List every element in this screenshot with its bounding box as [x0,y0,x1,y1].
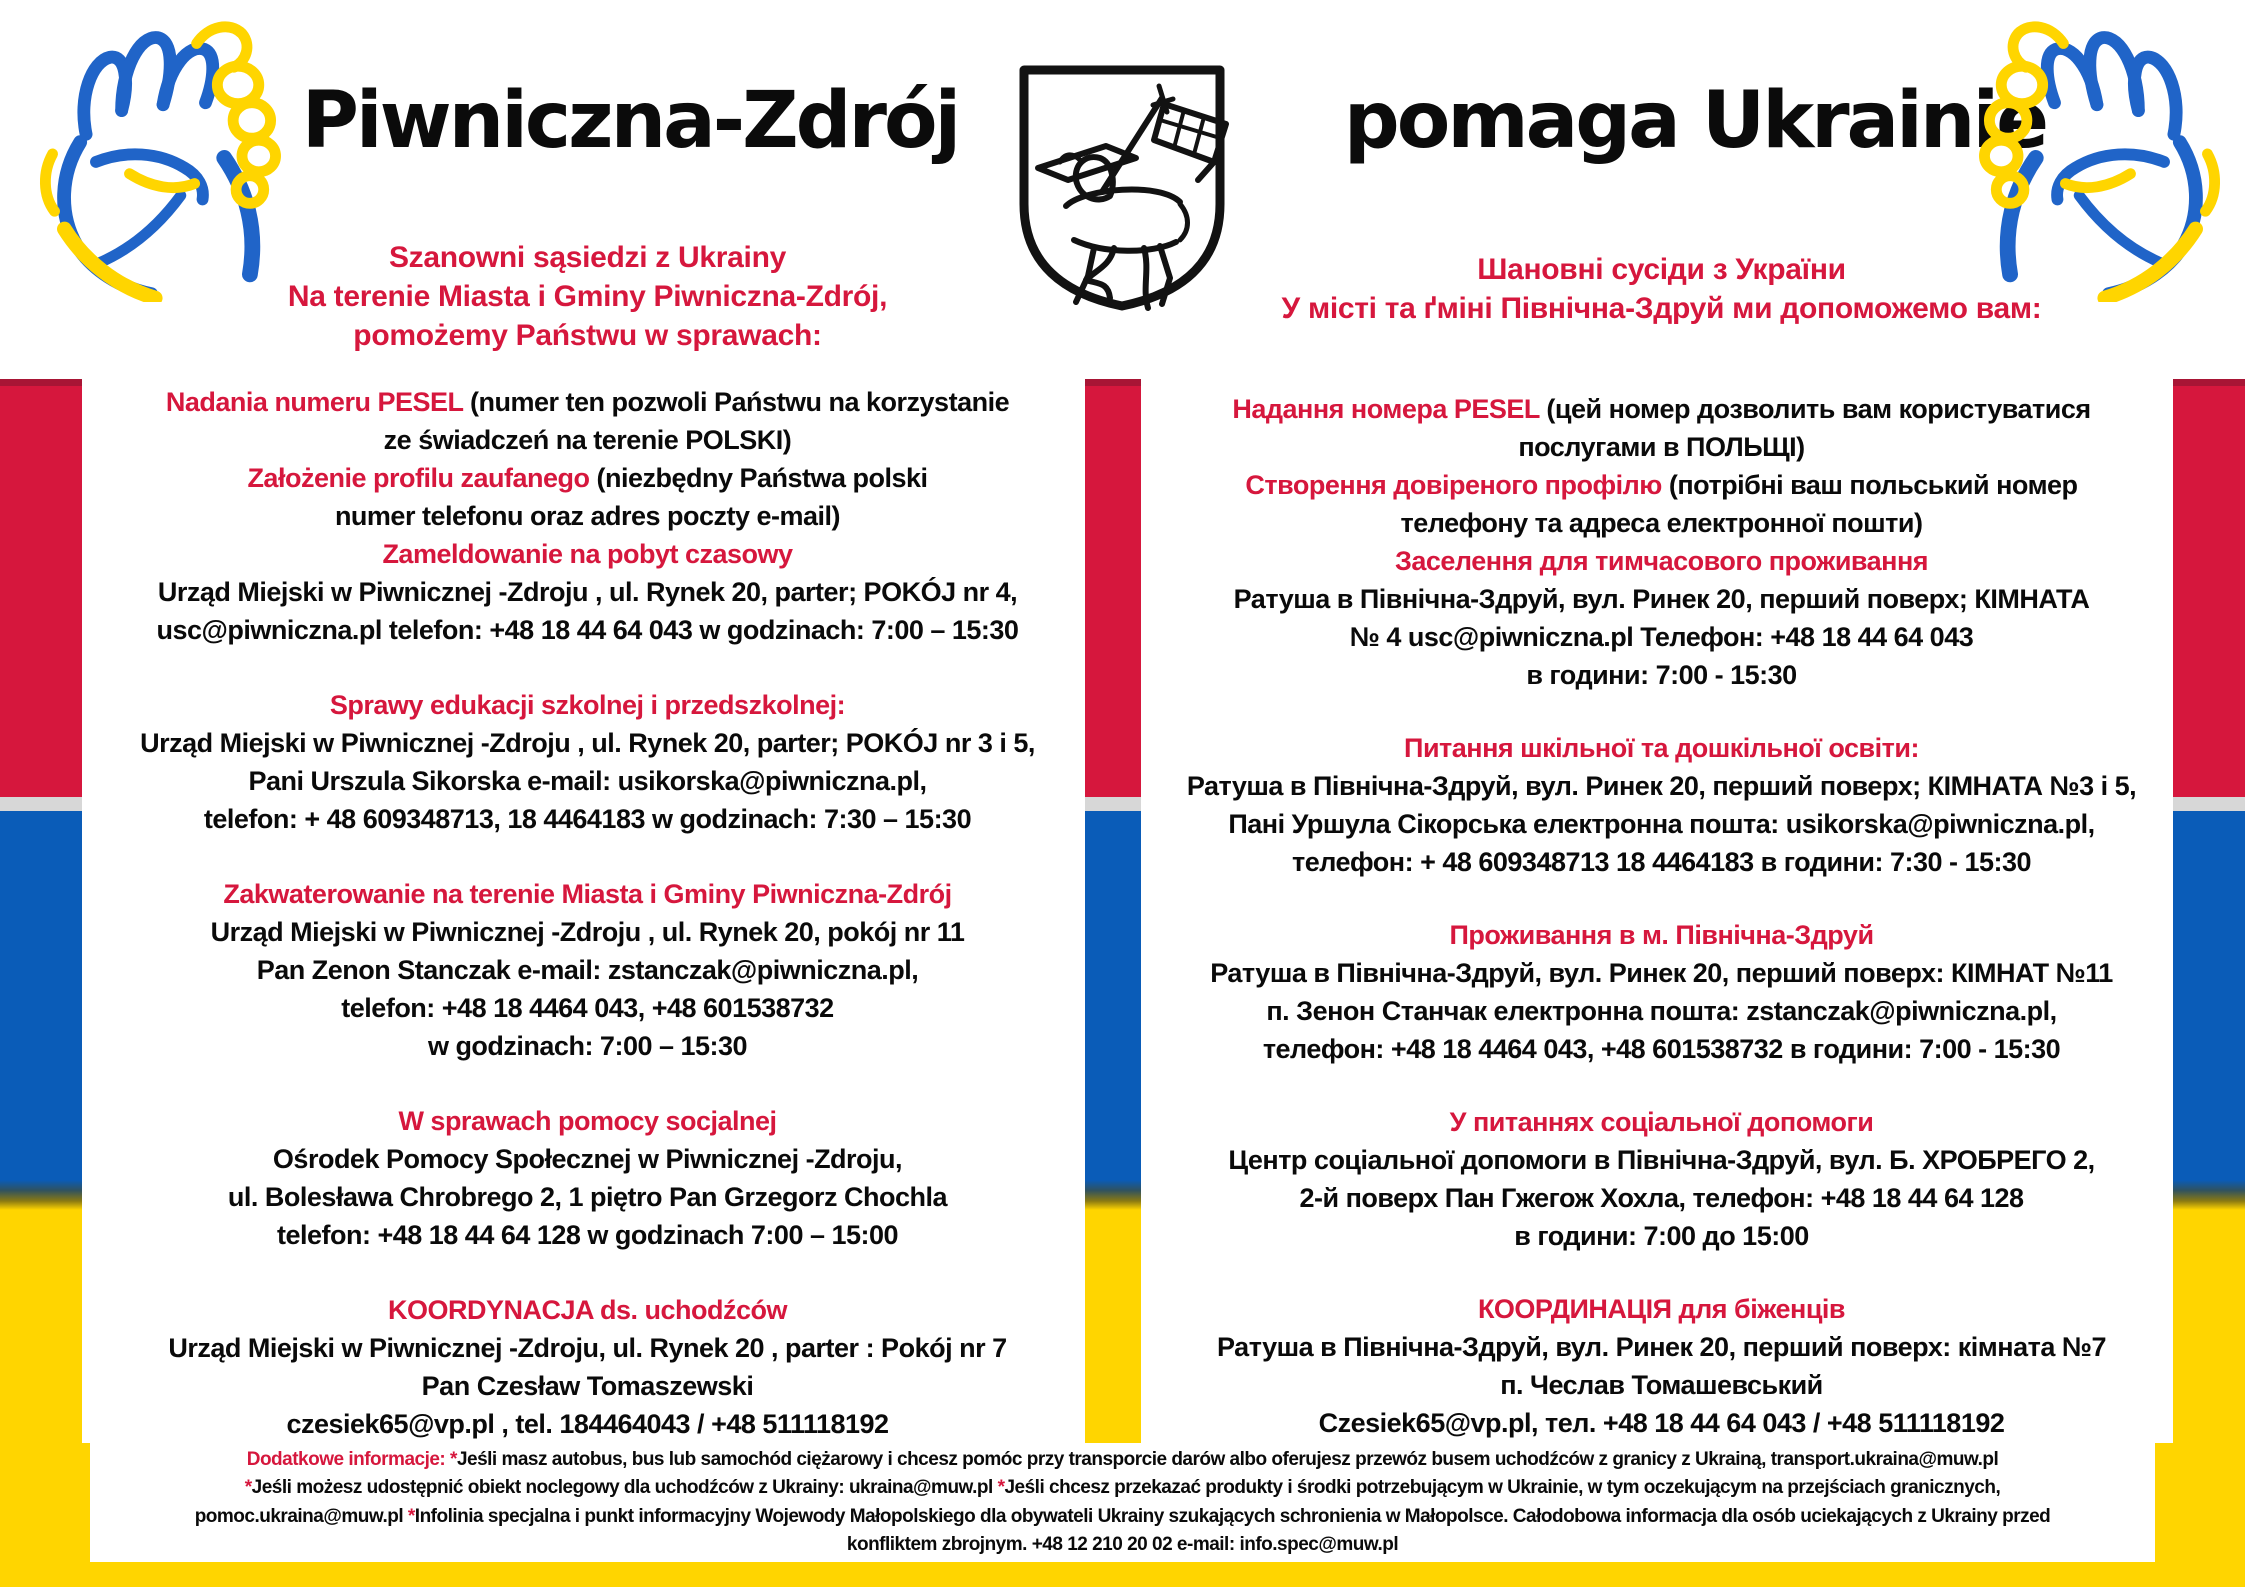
text-line [1150,992,2173,1030]
text-segment: 2-й поверх Пан Гжегож Хохла, телефон: +48 18 44 64 128 [1299,1183,2024,1213]
text-line [95,951,1080,989]
text-line [95,1216,1080,1254]
text-segment: КООРДИНАЦІЯ для біженців [1477,1294,1846,1324]
text-line [1150,504,2173,542]
text-segment: Заселення для тимчасового проживання [1394,546,1929,576]
text-segment: Urząd Miejski w Piwnicznej -Zdroju , ul. Rynek 20, pokój nr 11 [210,917,965,947]
flag-stripe-right [2173,379,2245,1587]
text-segment: послугами в ПОЛЬЩІ) [1518,432,1805,462]
text-line [1150,1030,2173,1068]
text-line [1150,466,2173,504]
text-segment: konfliktem zbrojnym. +48 12 210 20 02 e-mail: info.spec@muw.pl [846,1534,1399,1555]
text-line [95,1027,1080,1065]
text-segment: Ратуша в Північна-Здруй, вул. Ринек 20, перший поверх; КІМНАТА №3 і 5, [1186,771,2137,801]
info-section [95,1291,1080,1443]
text-segment: telefon: +48 18 44 64 128 w godzinach 7:00 – 15:00 [276,1220,899,1250]
text-line [95,535,1080,573]
text-segment: usc@piwniczna.pl telefon: +48 18 44 64 043 w godzinach: 7:00 – 15:30 [156,615,1019,645]
text-line [95,762,1080,800]
text-segment: pomoc.ukraina@muw.pl [194,1505,408,1527]
text-line [95,316,1080,355]
text-segment: * [997,1477,1005,1498]
text-segment: W sprawach pomocy socjalnej [398,1106,777,1136]
flag-stripe-left [0,379,82,1587]
text-segment: телефон: +48 18 4464 043, +48 601538732 в години: 7:00 - 15:30 [1262,1034,2061,1064]
text-segment: ze świadczeń na terenie POLSKI) [383,425,792,455]
text-line [90,1531,2155,1560]
text-segment: Infolinia specjalna i punkt informacyjny Wojewody Małopolskiego dla obywateli Ukrainy szukających schronienia w Małopolsce. Całodobowa informacja dla osób uciekających z Ukrainy przed [414,1505,2051,1527]
text-line [1150,1366,2173,1404]
text-line [95,573,1080,611]
text-line [1150,1141,2173,1179]
text-segment: в години: 7:00 до 15:00 [1514,1221,1809,1251]
text-line [95,383,1080,421]
text-segment: czesiek65@vp.pl , tel. 184464043 / +48 511118192 [286,1409,889,1439]
text-line [95,459,1080,497]
text-segment: Czesiek65@vp.pl, тел. +48 18 44 64 043 / +48 511118192 [1318,1408,2005,1438]
text-line [95,913,1080,951]
text-segment: * [244,1477,252,1498]
text-segment: (niezbędny Państwa polski [596,463,928,493]
text-line [1150,1103,2173,1141]
text-segment: п. Чеслав Томашевський [1500,1370,1823,1400]
text-segment: Ратуша в Північна-Здруй, вул. Ринек 20, перший поверх: кімната №7 [1217,1332,2106,1362]
text-line [1150,580,2173,618]
text-line [1150,289,2173,328]
text-segment: (цей номер дозволить вам користуватися [1546,394,2091,424]
text-segment: Jeśli możesz udostępnić obiekt noclegowy dla uchodźców z Ukrainy: ukraina@muw.pl [251,1477,998,1498]
polish-column [95,238,1080,1480]
info-section [1150,916,2173,1068]
text-segment: Dodatkowe informacje: * [246,1448,457,1470]
text-line [1150,428,2173,466]
text-segment: Na terenie Miasta i Gminy Piwniczna-Zdrój, [287,280,888,313]
text-line [95,1140,1080,1178]
text-segment: Pan Czesław Tomaszewski [421,1371,754,1401]
text-line [95,238,1080,277]
text-line [95,875,1080,913]
text-segment: Проживання в м. Північна-Здруй [1449,920,1874,950]
text-segment: У питаннях соціальної допомоги [1449,1107,1874,1137]
text-line [1150,805,2173,843]
text-line [1150,390,2173,428]
ukrainian-column [1150,250,2173,1477]
ukrainian-column-sections [1150,390,2173,1442]
info-section [1150,1290,2173,1442]
text-segment: Ратуша в Північна-Здруй, вул. Ринек 20, перший поверх: КІМНАТ №11 [1210,958,2113,988]
text-segment: KOORDYNACJA ds. uchodźców [387,1295,788,1325]
text-segment: Urząd Miejski w Piwnicznej -Zdroju , ul. Rynek 20, parter; POKÓJ nr 4, [157,577,1018,607]
info-section [95,1102,1080,1254]
text-line [1150,542,2173,580]
flag-stripe-center [1085,379,1141,1587]
text-line [95,421,1080,459]
info-section [1150,390,2173,694]
polish-column-sections [95,383,1080,1443]
text-segment: * [407,1505,415,1527]
text-line [95,800,1080,838]
text-segment: п. Зенон Станчак електронна пошта: zstanczak@piwniczna.pl, [1266,996,2057,1026]
text-segment: telefon: + 48 609348713, 18 4464183 w godzinach: 7:30 – 15:30 [203,804,972,834]
text-line [95,497,1080,535]
text-segment: Sprawy edukacji szkolnej i przedszkolnej: [329,690,846,720]
text-line [1150,1179,2173,1217]
text-segment: Jeśli chcesz przekazać produkty i środki potrzebującym w Ukrainie, w tym oczekującym na przejściach granicznych, [1004,1477,2001,1498]
text-segment: w godzinach: 7:00 – 15:30 [427,1031,748,1061]
text-line [1150,843,2173,881]
text-line [1150,954,2173,992]
text-segment: Urząd Miejski w Piwnicznej -Zdroju, ul. Rynek 20 , parter : Pokój nr 7 [168,1333,1007,1363]
text-line [95,724,1080,762]
text-line [95,1367,1080,1405]
text-line [95,1178,1080,1216]
text-segment: Створення довіреного профілю [1245,470,1669,500]
poster-title-right: pomaga Ukrainie [1343,76,2047,166]
text-line [95,686,1080,724]
text-line [1150,767,2173,805]
text-line [95,277,1080,316]
text-line [1150,1404,2173,1442]
text-segment: телефону та адреса електронної пошти) [1400,508,1923,538]
info-section [95,875,1080,1065]
text-segment: Пані Уршула Сікорська електронна пошта: usikorska@piwniczna.pl, [1228,809,2095,839]
text-segment: Центр соціальної допомоги в Північна-Здруй, вул. Б. ХРОБРЕГО 2, [1228,1145,2095,1175]
text-segment: Pan Zenon Stanczak e-mail: zstanczak@piwniczna.pl, [256,955,919,985]
text-line [95,611,1080,649]
text-segment: Ратуша в Північна-Здруй, вул. Ринек 20, перший поверх; КІМНАТА [1233,584,2090,614]
text-segment: Pani Urszula Sikorska e-mail: usikorska@piwniczna.pl, [248,766,927,796]
text-line [1150,1217,2173,1255]
text-line [95,1291,1080,1329]
text-segment: У місті та ґміні Північна-Здруй ми допоможемо вам: [1281,292,2042,325]
text-segment: Питання шкільної та дошкільної освіти: [1404,733,1919,763]
text-segment: Urząd Miejski w Piwnicznej -Zdroju , ul. Rynek 20, parter; POKÓJ nr 3 i 5, [140,728,1035,758]
text-segment: Надання номера PESEL [1232,394,1547,424]
text-line [95,989,1080,1027]
text-segment: pomożemy Państwu w sprawach: [353,319,822,352]
text-segment: телефон: + 48 609348713 18 4464183 в години: 7:30 - 15:30 [1291,847,2032,877]
text-segment: ul. Bolesława Chrobrego 2, 1 piętro Pan Grzegorz Chochla [227,1182,948,1212]
text-segment: Ośrodek Pomocy Społecznej w Piwnicznej -Zdroju, [272,1144,903,1174]
text-line [1150,1328,2173,1366]
text-line [95,1102,1080,1140]
text-segment: Zameldowanie na pobyt czasowy [382,539,793,569]
text-line [1150,729,2173,767]
polish-column-header [95,238,1080,355]
text-segment: (потрібні ваш польський номер [1668,470,2078,500]
text-line [1150,618,2173,656]
ukrainian-column-header [1150,250,2173,328]
text-segment: telefon: +48 18 4464 043, +48 601538732 [341,993,834,1023]
text-segment: Jeśli masz autobus, bus lub samochód ciężarowy i chcesz pomóc przy transporcie darów albo oferujesz przewóz busem uchodźców z granicy z Ukrainą, transport.ukraina@muw.pl [456,1448,1999,1470]
info-section [1150,729,2173,881]
text-line [1150,656,2173,694]
info-section [1150,1103,2173,1255]
text-segment: № 4 usc@piwniczna.pl Телефон: +48 18 44 64 043 [1349,622,1974,652]
text-segment: в години: 7:00 - 15:30 [1526,660,1797,690]
text-line [1150,1290,2173,1328]
text-segment: Шановні сусіди з України [1477,253,1846,286]
text-segment: (numer ten pozwoli Państwu na korzystanie [470,387,1010,417]
info-section [95,383,1080,649]
checkered-banner [1154,104,1226,180]
text-line [95,1405,1080,1443]
text-line [1150,250,2173,289]
text-line [1150,916,2173,954]
text-segment: Nadania numeru PESEL [165,387,470,417]
text-segment: Szanowni sąsiedzi z Ukrainy [388,241,787,274]
text-line [95,1329,1080,1367]
info-section [95,686,1080,838]
text-segment: Założenie profilu zaufanego [247,463,597,493]
text-line [90,1503,2155,1532]
text-segment: numer telefonu oraz adres poczty e-mail) [334,501,841,531]
poster-title-left: Piwniczna-Zdrój [301,76,959,166]
text-segment: Zakwaterowanie na terenie Miasta i Gminy Piwniczna-Zdrój [223,879,952,909]
